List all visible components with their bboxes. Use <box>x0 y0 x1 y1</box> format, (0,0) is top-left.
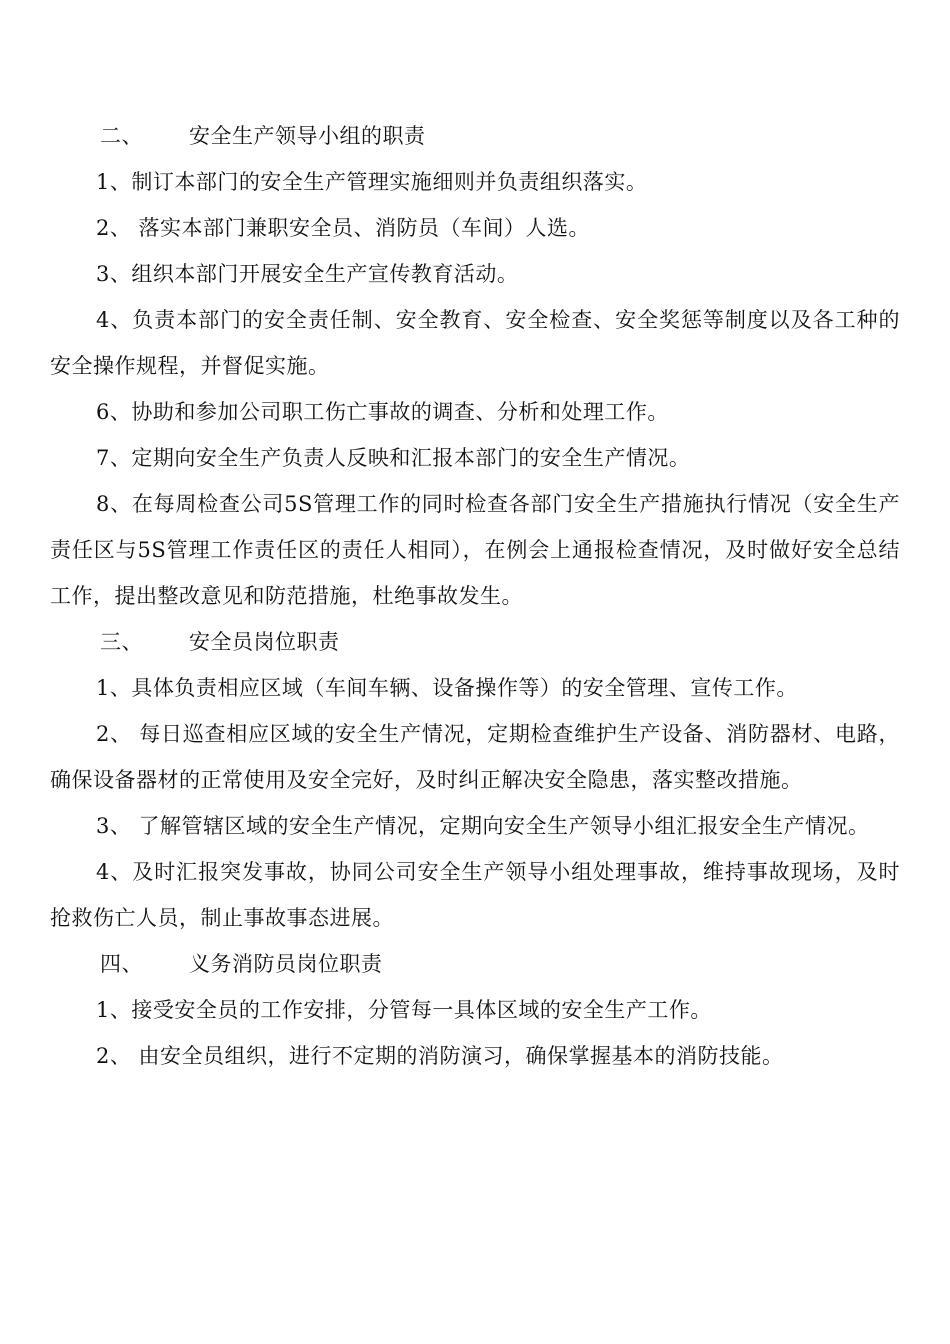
section-number: 四、 <box>100 952 143 976</box>
section-title: 安全生产领导小组的职责 <box>189 124 426 148</box>
section-heading-4 <box>50 941 900 987</box>
paragraph: 3、 了解管辖区域的安全生产情况，定期向安全生产领导小组汇报安全生产情况。 <box>96 814 870 838</box>
paragraph: 2、 每日巡查相应区域的安全生产情况，定期检查维护生产设备、消防器材、电路，确保设备器材的正常使用及安全完好，及时纠正解决安全隐患，落实整改措施。 <box>50 722 900 792</box>
paragraph: 2、 落实本部门兼职安全员、消防员（车间）人选。 <box>96 216 591 240</box>
paragraph: 4、负责本部门的安全责任制、安全教育、安全检查、安全奖惩等制度以及各工种的安全操作规程，并督促实施。 <box>50 308 900 378</box>
section-title: 安全员岗位职责 <box>189 630 340 654</box>
paragraph: 7、定期向安全生产负责人反映和汇报本部门的安全生产情况。 <box>96 446 691 470</box>
paragraph: 8、在每周检查公司5S管理工作的同时检查各部门安全生产措施执行情况（安全生产责任区与5S管理工作责任区的责任人相同），在例会上通报检查情况，及时做好安全总结工作，提出整改意见和防范措施，杜绝事故发生。 <box>50 492 900 608</box>
section-heading-3 <box>50 619 900 665</box>
section-number: 三、 <box>100 630 143 654</box>
paragraph: 4、及时汇报突发事故，协同公司安全生产领导小组处理事故，维持事故现场，及时抢救伤亡人员，制止事故事态进展。 <box>50 860 900 930</box>
paragraph: 1、制订本部门的安全生产管理实施细则并负责组织落实。 <box>96 170 648 194</box>
section-number: 二、 <box>100 124 143 148</box>
paragraph: 1、具体负责相应区域（车间车辆、设备操作等）的安全管理、宣传工作。 <box>96 676 798 700</box>
paragraph: 3、组织本部门开展安全生产宣传教育活动。 <box>96 262 519 286</box>
section-title: 义务消防员岗位职责 <box>189 952 383 976</box>
paragraph: 2、 由安全员组织，进行不定期的消防演习，确保掌握基本的消防技能。 <box>96 1044 784 1068</box>
section-heading-2 <box>50 113 900 159</box>
paragraph: 6、协助和参加公司职工伤亡事故的调查、分析和处理工作。 <box>96 400 669 424</box>
paragraph: 1、接受安全员的工作安排，分管每一具体区域的安全生产工作。 <box>96 998 712 1022</box>
